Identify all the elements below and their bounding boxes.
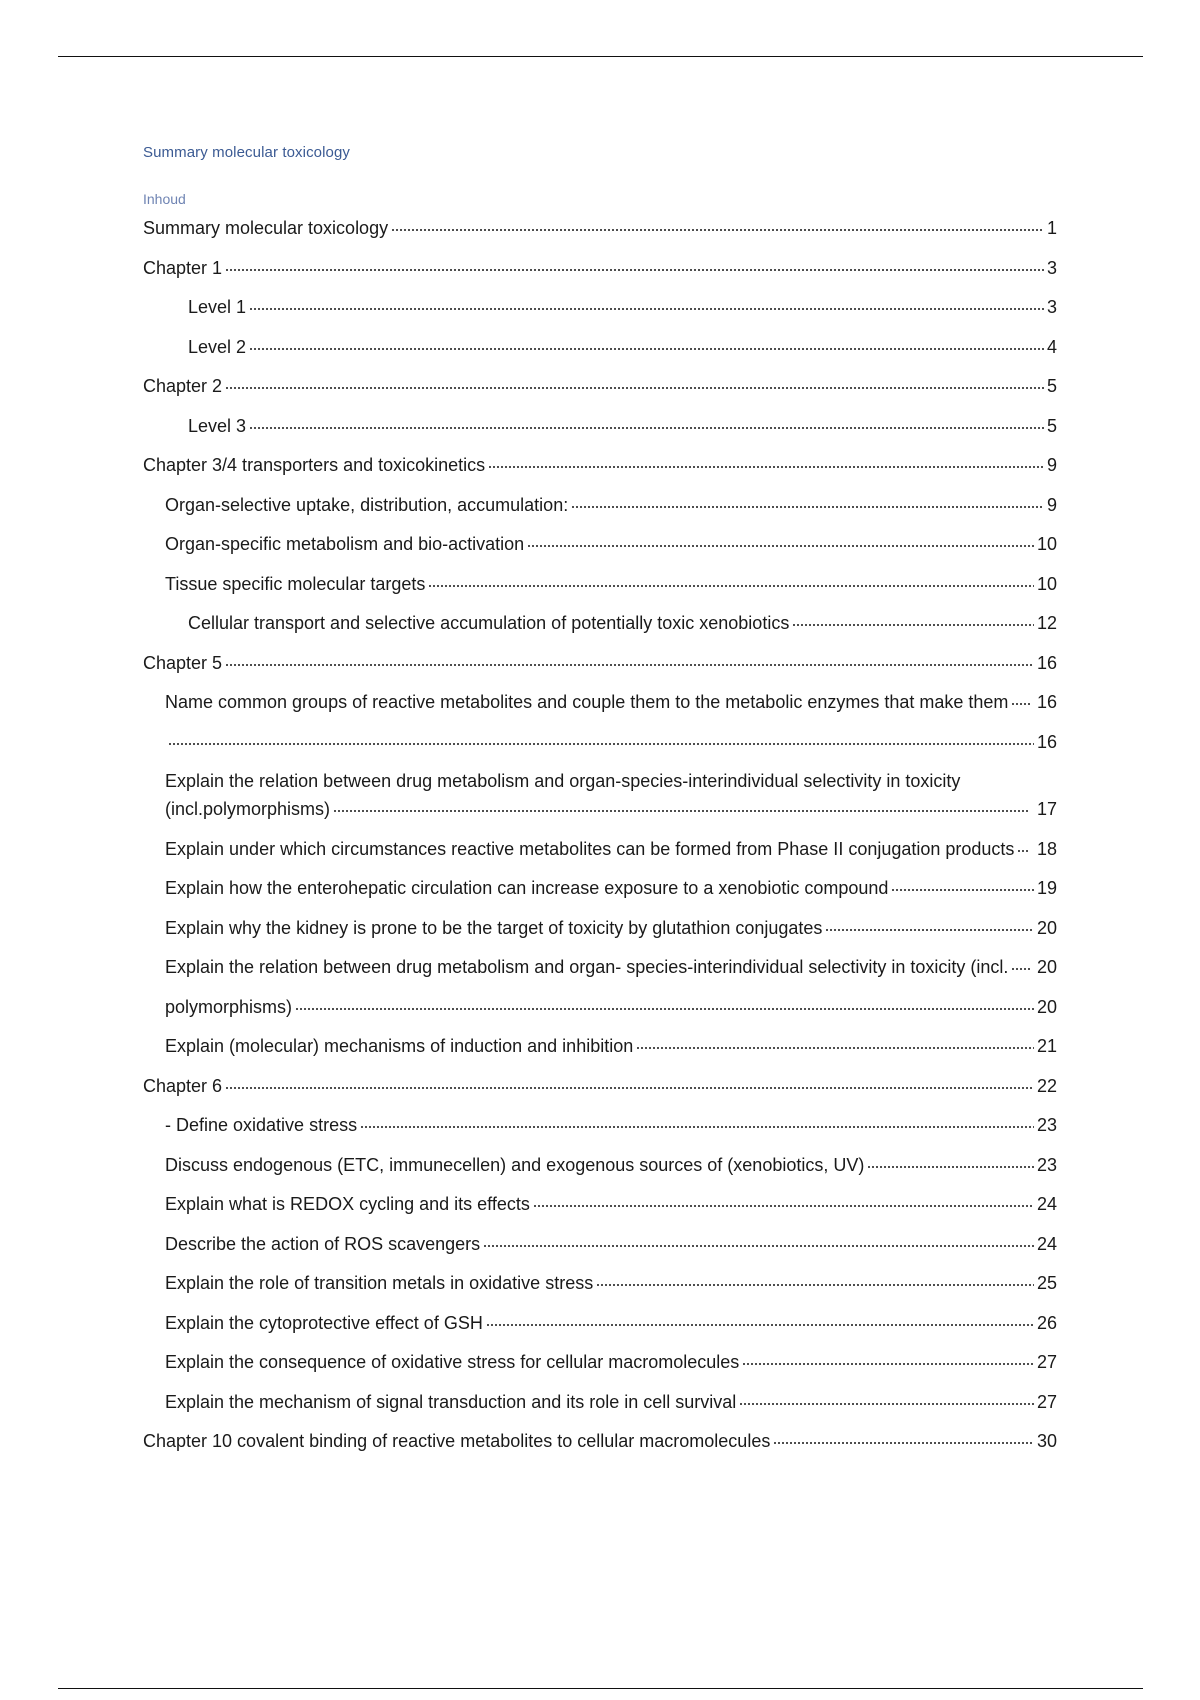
toc-entry[interactable]	[143, 874, 1057, 902]
toc-dot-leader	[360, 1123, 1034, 1131]
toc-page-number: 16	[1036, 731, 1057, 752]
toc-page-number: 21	[1036, 1036, 1057, 1056]
toc-dot-leader	[483, 1242, 1034, 1250]
toc-dot-leader	[295, 1005, 1034, 1013]
toc-entry-title: Cellular transport and selective accumulation of potentially toxic xenobiotics	[188, 613, 790, 633]
toc-entry-title: Explain (molecular) mechanisms of induction and inhibition	[165, 1036, 634, 1056]
toc-entry[interactable]	[143, 1348, 1057, 1376]
toc-page-number: 23	[1036, 1115, 1057, 1135]
header-rule	[58, 56, 1143, 57]
toc-entry[interactable]	[143, 451, 1057, 479]
toc-entry-title: Level 2	[188, 336, 247, 357]
toc-page-number: 16	[1033, 688, 1057, 716]
toc-dot-leader	[168, 740, 1034, 748]
toc-entry-title: Chapter 6	[143, 1075, 223, 1096]
toc-dot-leader	[867, 1163, 1034, 1171]
toc-page-number: 20	[1033, 953, 1057, 981]
footer-rule	[58, 1688, 1143, 1689]
toc-page-number: 24	[1036, 1233, 1057, 1254]
toc-dot-leader	[428, 582, 1034, 590]
toc-entry-title: - Define oxidative stress	[165, 1115, 358, 1135]
toc-entry[interactable]	[143, 570, 1057, 598]
toc-entry-title: Tissue specific molecular targets	[165, 573, 426, 594]
toc-page-number: 18	[1033, 835, 1057, 863]
toc-entry[interactable]	[143, 1072, 1057, 1100]
toc-page-number: 10	[1036, 534, 1057, 554]
toc-page-number: 3	[1046, 257, 1057, 278]
toc-page-number: 9	[1046, 494, 1057, 515]
toc-dot-leader	[225, 1084, 1034, 1092]
table-of-contents	[143, 214, 1057, 1467]
toc-page-number: 1	[1046, 218, 1057, 238]
toc-dot-leader	[891, 886, 1034, 894]
toc-entry[interactable]	[143, 1230, 1057, 1258]
toc-entry-title: Organ-selective uptake, distribution, accumulation:	[165, 494, 569, 515]
toc-entry-title: Explain under which circumstances reactive metabolites can be formed from Phase II conjugation products	[165, 838, 1015, 859]
toc-entry[interactable]	[143, 1190, 1057, 1218]
toc-entry[interactable]	[143, 1309, 1057, 1337]
toc-dot-leader	[488, 463, 1044, 471]
toc-dot-leader	[225, 384, 1044, 392]
toc-entry[interactable]	[143, 767, 1057, 823]
toc-entry-title: Explain the relation between drug metabolism and organ-species-interindividual selectivity in toxicity (incl.polymorphisms)	[165, 771, 961, 819]
toc-dot-leader	[249, 345, 1044, 353]
toc-dot-leader	[249, 305, 1044, 313]
toc-entry-title: Organ-specific metabolism and bio-activation	[165, 534, 525, 554]
toc-entry[interactable]	[143, 1111, 1057, 1139]
toc-entry[interactable]	[143, 254, 1057, 282]
toc-heading: Inhoud	[143, 191, 186, 207]
toc-dot-leader	[333, 807, 1030, 815]
toc-page-number: 5	[1046, 415, 1057, 436]
toc-entry-title: Chapter 2	[143, 376, 223, 396]
toc-dot-leader	[249, 424, 1044, 432]
toc-entry-title: Chapter 1	[143, 257, 223, 278]
toc-entry[interactable]	[143, 1151, 1057, 1179]
toc-page-number: 25	[1036, 1273, 1057, 1293]
toc-page-number: 4	[1046, 336, 1057, 357]
toc-page-number: 19	[1036, 878, 1057, 898]
toc-page-number: 27	[1036, 1352, 1057, 1372]
toc-dot-leader	[571, 503, 1044, 511]
toc-dot-leader	[225, 266, 1044, 274]
toc-entry-title: Explain the consequence of oxidative stress for cellular macromolecules	[165, 1352, 740, 1372]
toc-page-number: 16	[1036, 652, 1057, 673]
toc-entry-title: Explain the relation between drug metabolism and organ- species-interindividual selectivity in toxicity (incl.	[165, 957, 1009, 977]
toc-entry[interactable]	[143, 491, 1057, 519]
toc-dot-leader	[486, 1321, 1034, 1329]
toc-entry-title: Level 1	[188, 297, 247, 317]
toc-dot-leader	[773, 1439, 1034, 1447]
toc-entry[interactable]	[143, 214, 1057, 242]
toc-entry[interactable]	[143, 953, 1057, 981]
toc-page-number: 27	[1036, 1391, 1057, 1412]
toc-entry[interactable]	[143, 1269, 1057, 1297]
toc-page-number: 20	[1036, 917, 1057, 938]
toc-dot-leader	[596, 1281, 1034, 1289]
toc-entry-title: Discuss endogenous (ETC, immunecellen) and exogenous sources of (xenobiotics, UV)	[165, 1154, 865, 1175]
toc-page-number: 3	[1046, 297, 1057, 317]
toc-entry[interactable]	[143, 914, 1057, 942]
toc-entry-title: Explain the role of transition metals in oxidative stress	[165, 1273, 594, 1293]
toc-entry[interactable]	[143, 688, 1057, 716]
toc-entry-title: Explain why the kidney is prone to be the target of toxicity by glutathion conjugates	[165, 917, 823, 938]
toc-entry-title: Summary molecular toxicology	[143, 218, 389, 238]
toc-entry[interactable]	[143, 993, 1057, 1021]
toc-entry-title: Explain how the enterohepatic circulation can increase exposure to a xenobiotic compound	[165, 878, 889, 898]
toc-dot-leader	[742, 1360, 1034, 1368]
toc-page-number: 10	[1036, 573, 1057, 594]
toc-dot-leader	[225, 661, 1034, 669]
toc-entry[interactable]	[143, 1427, 1057, 1455]
toc-dot-leader	[391, 226, 1044, 234]
toc-page-number: 17	[1033, 795, 1057, 823]
toc-page-number: 9	[1046, 455, 1057, 475]
toc-entry-title: Chapter 5	[143, 652, 223, 673]
toc-entry[interactable]	[143, 412, 1057, 440]
toc-entry[interactable]	[143, 293, 1057, 321]
toc-dot-leader	[527, 542, 1034, 550]
toc-page-number: 24	[1036, 1194, 1057, 1214]
toc-page-number: 22	[1036, 1075, 1057, 1096]
toc-entry-title: Explain what is REDOX cycling and its effects	[165, 1194, 530, 1214]
toc-dot-leader	[533, 1202, 1034, 1210]
toc-dot-leader	[636, 1044, 1034, 1052]
toc-dot-leader	[1017, 847, 1030, 855]
toc-entry-title: Describe the action of ROS scavengers	[165, 1233, 481, 1254]
toc-dot-leader	[1011, 965, 1030, 973]
toc-entry[interactable]	[143, 728, 1057, 756]
toc-entry[interactable]	[143, 649, 1057, 677]
toc-dot-leader	[1011, 700, 1030, 708]
toc-entry[interactable]	[143, 1032, 1057, 1060]
toc-entry[interactable]	[143, 333, 1057, 361]
toc-entry-title: polymorphisms)	[165, 996, 293, 1017]
toc-page-number: 5	[1046, 376, 1057, 396]
toc-page-number: 23	[1036, 1154, 1057, 1175]
toc-entry-title: Explain the cytoprotective effect of GSH	[165, 1312, 483, 1333]
toc-dot-leader	[739, 1400, 1034, 1408]
toc-entry[interactable]	[143, 1388, 1057, 1416]
toc-dot-leader	[825, 926, 1034, 934]
toc-entry-title: Chapter 10 covalent binding of reactive metabolites to cellular macromolecules	[143, 1431, 771, 1451]
toc-page-number: 20	[1036, 996, 1057, 1017]
toc-dot-leader	[792, 621, 1034, 629]
toc-entry-title: Explain the mechanism of signal transduction and its role in cell survival	[165, 1391, 737, 1412]
toc-entry[interactable]	[143, 372, 1057, 400]
toc-page-number: 12	[1036, 613, 1057, 633]
toc-entry[interactable]	[143, 609, 1057, 637]
document-title: Summary molecular toxicology	[143, 144, 351, 161]
toc-entry[interactable]	[143, 835, 1057, 863]
toc-page-number: 30	[1036, 1431, 1057, 1451]
toc-entry-title: Chapter 3/4 transporters and toxicokinetics	[143, 455, 486, 475]
toc-page-number: 26	[1036, 1312, 1057, 1333]
toc-entry-title: Level 3	[188, 415, 247, 436]
toc-entry[interactable]	[143, 530, 1057, 558]
toc-entry-title: Name common groups of reactive metabolites and couple them to the metabolic enzymes that make them	[165, 692, 1009, 712]
